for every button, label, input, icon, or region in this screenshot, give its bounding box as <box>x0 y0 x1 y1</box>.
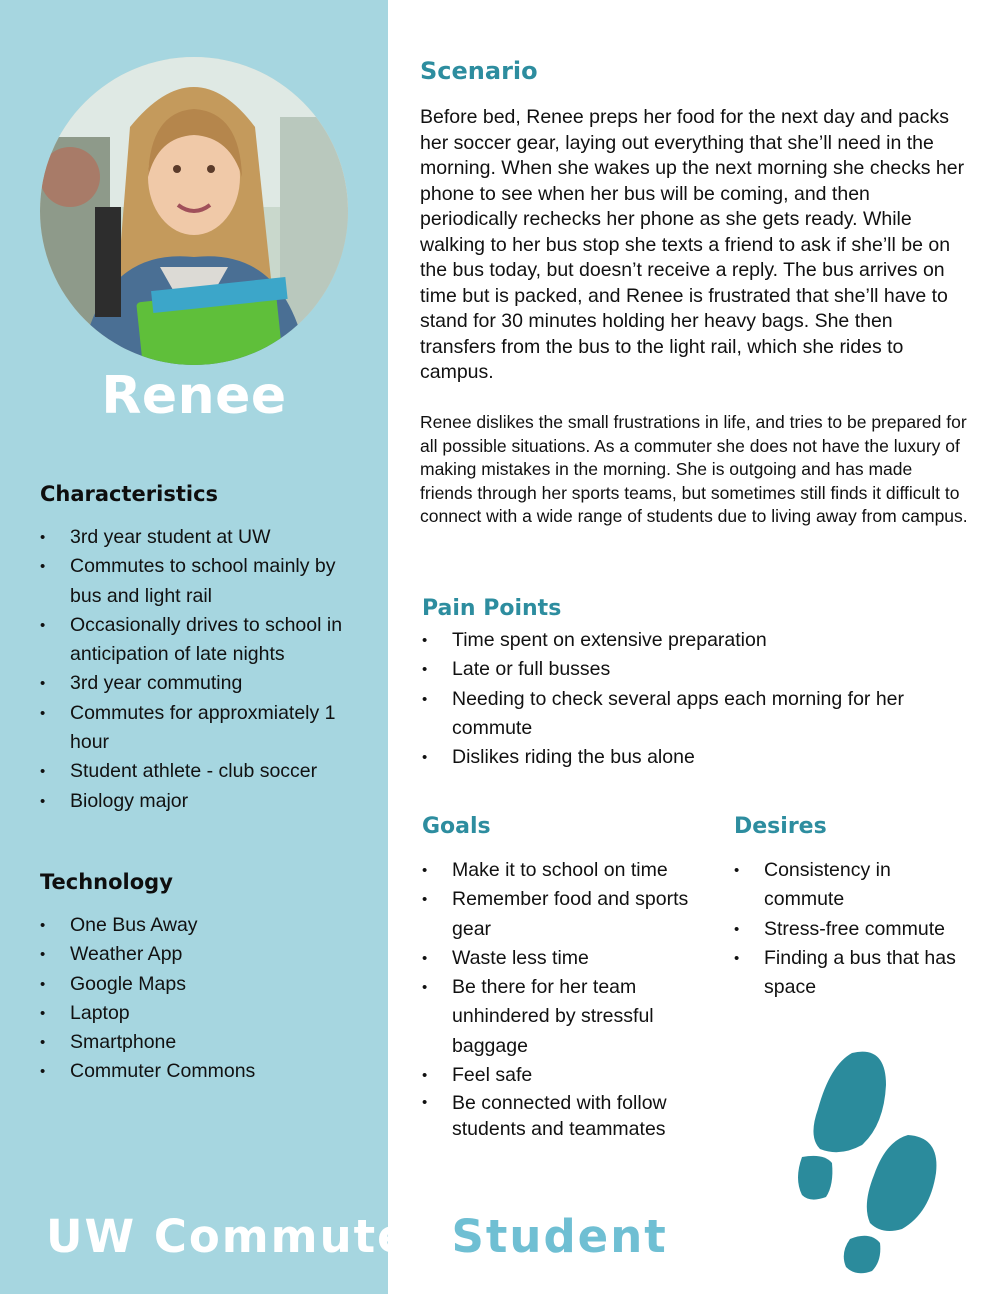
pain-points-title: Pain Points <box>422 596 562 621</box>
technology-list <box>40 911 370 1087</box>
goals-title: Goals <box>422 814 491 839</box>
list-item: • One Bus Away <box>40 911 370 940</box>
desires-title: Desires <box>734 814 827 839</box>
list-item: • Be connected with follow students and teammates <box>422 1090 712 1142</box>
list-item: • Stress-free commute <box>734 915 974 944</box>
footprints-icon <box>790 1045 950 1275</box>
scenario-title: Scenario <box>420 57 538 85</box>
list-item: • Laptop <box>40 999 370 1028</box>
list-item: • Make it to school on time <box>422 856 712 885</box>
characteristics-list <box>40 523 370 816</box>
scenario-paragraph-1: Before bed, Renee preps her food for the next day and packs her soccer gear, laying out everything that she’ll need in the morning. When she wakes up the next morning she checks her phone to see when her bus will be coming, and then periodically rechecks her phone as she gets ready. While walking to her bus stop she texts a friend to ask if she’ll be on the bus today, but doesn’t receive a reply. The bus arrives on time but is packed, and Renee is frustrated that she’ll have to stand for 30 minutes holding her heavy bags. She then transfers from the bus to the light rail, which she rides to campus. <box>420 106 965 383</box>
list-item: • Google Maps <box>40 970 370 999</box>
pain-points-list <box>422 626 962 772</box>
list-item: • Commutes to school mainly by bus and light rail <box>40 552 370 611</box>
list-item: • Commutes for approxmiately 1 hour <box>40 699 370 758</box>
list-item: • Commuter Commons <box>40 1057 370 1086</box>
list-item: • Needing to check several apps each morning for her commute <box>422 685 962 744</box>
list-item: • Waste less time <box>422 944 712 973</box>
list-item: • 3rd year commuting <box>40 669 370 698</box>
list-item: • Feel safe <box>422 1061 712 1090</box>
footer-word-2: Student <box>451 1210 668 1263</box>
list-item: • Remember food and sports gear <box>422 885 712 944</box>
persona-photo <box>40 57 348 365</box>
goals-list <box>422 856 712 1142</box>
list-item: • Occasionally drives to school in anticipation of late nights <box>40 611 370 670</box>
list-item: • Weather App <box>40 940 370 969</box>
technology-title: Technology <box>40 870 173 894</box>
list-item: • Biology major <box>40 787 370 816</box>
list-item: • Late or full busses <box>422 655 962 684</box>
list-item: • 3rd year student at UW <box>40 523 370 552</box>
list-item: • Student athlete - club soccer <box>40 757 370 786</box>
footer-word-1: UW Commuter <box>46 1210 434 1263</box>
persona-photo-image <box>40 57 348 365</box>
list-item: • Finding a bus that has space <box>734 944 974 1003</box>
list-item: • Dislikes riding the bus alone <box>422 743 962 772</box>
list-item: • Smartphone <box>40 1028 370 1057</box>
persona-sidebar <box>0 0 388 1294</box>
list-item: • Consistency in commute <box>734 856 974 915</box>
characteristics-title: Characteristics <box>40 482 219 506</box>
scenario-paragraph-2: Renee dislikes the small frustrations in life, and tries to be prepared for all possible situations. As a commuter she does not have the luxury of making mistakes in the morning. She is outgoing and has made friends through her sports teams, but sometimes still finds it difficult to connect with a wide range of students due to living away from campus. <box>420 412 968 526</box>
footer-title <box>46 1210 668 1263</box>
desires-list <box>734 856 974 1002</box>
list-item: • Time spent on extensive preparation <box>422 626 962 655</box>
persona-name: Renee <box>101 366 287 426</box>
list-item: • Be there for her team unhindered by stressful baggage <box>422 973 712 1061</box>
